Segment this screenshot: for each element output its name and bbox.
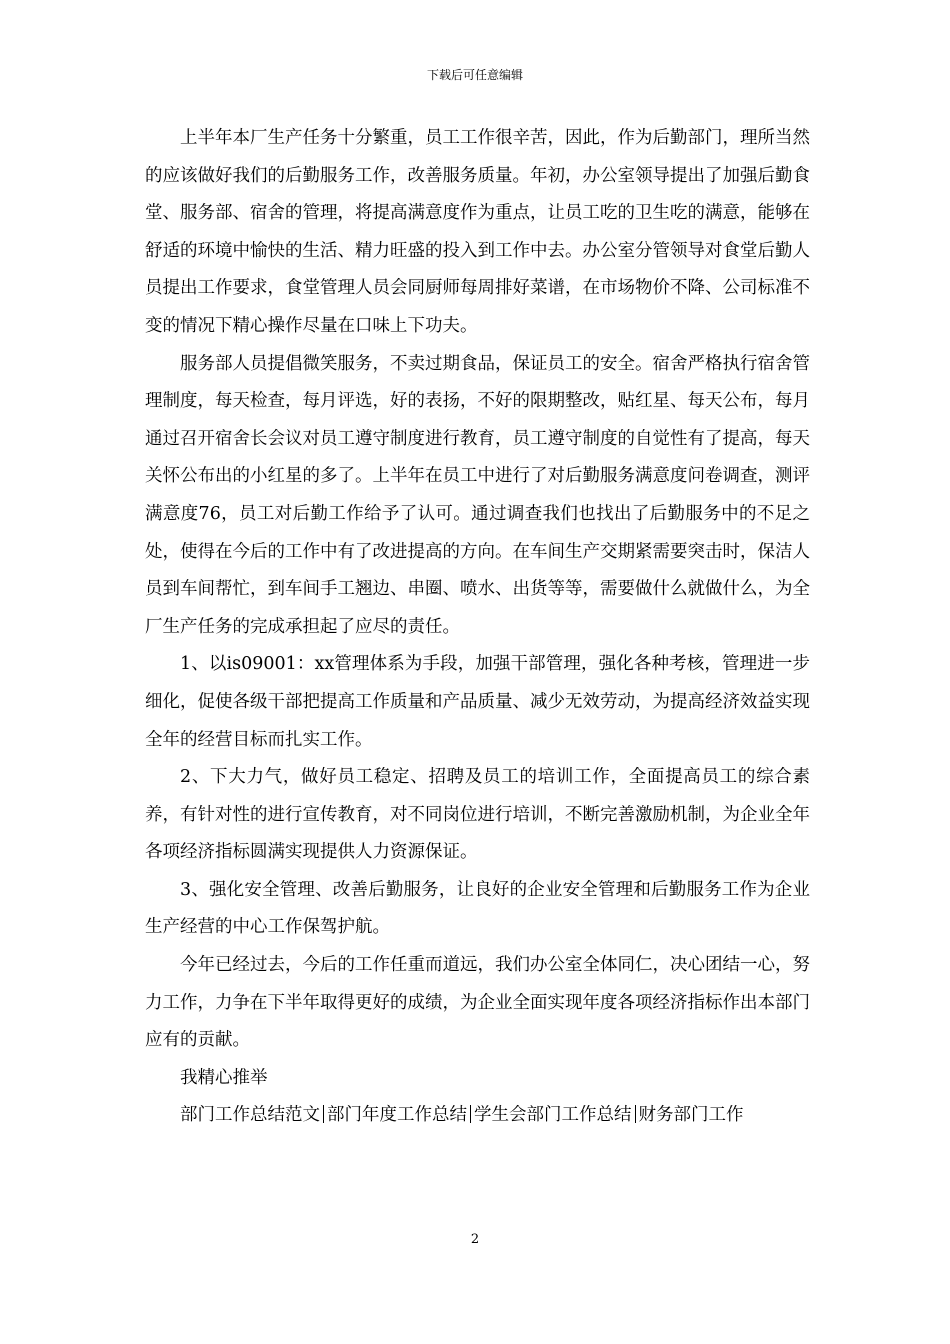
paragraph-conclusion: 今年已经过去，今后的工作任重而道远，我们办公室全体同仁，决心团结一心，努力工作，力争在下半年取得更好的成绩，为企业全面实现年度各项经济指标作出本部门应有的贡献。 [145, 955, 810, 1051]
recommend-link[interactable]: 部门工作总结范文 [180, 1105, 320, 1126]
recommend-heading: 我精心推举 [180, 1067, 268, 1088]
recommend-link[interactable]: 学生会部门工作总结 [474, 1105, 632, 1126]
recommend-link[interactable]: 部门年度工作总结 [327, 1105, 467, 1126]
paragraph-plan-item-3: 3、强化安全管理、改善后勤服务，让良好的企业安全管理和后勤服务工作为企业生产经营的中心工作保驾护航。 [145, 879, 810, 938]
recommend-link[interactable]: 财务部门工作 [638, 1105, 744, 1126]
recommend-links [145, 1097, 810, 1135]
paragraph-plan-item-1: 1、以is09001：xx管理体系为手段，加强干部管理，强化各种考核，管理进一步细化，促使各级干部把提高工作质量和产品质量、减少无效劳动，为提高经济效益实现全年的经营目标而扎实工作。 [145, 654, 810, 750]
page-header: 下载后可任意编辑 [426, 68, 523, 82]
link-separator [470, 1105, 471, 1123]
link-separator [323, 1105, 324, 1123]
link-separator [635, 1105, 636, 1123]
paragraph-service-department: 服务部人员提倡微笑服务，不卖过期食品，保证员工的安全。宿舍严格执行宿舍管理制度，每天检查，每月评选，好的表扬，不好的限期整改，贴红星、每天公布，每月通过召开宿舍长会议对员工遵守制度进行教育，员工遵守制度的自觉性有了提高，每天关怀公布出的小红星的多了。上半年在员工中进行了对后勤服务满意度问卷调查，测评满意度76，员工对后勤工作给予了认可。通过调查我们也找出了后勤服务中的不足之处，使得在今后的工作中有了改进提高的方向。在车间生产交期紧需要突击时，保洁人员到车间帮忙，到车间手工翘边、串圈、喷水、出货等等，需要做什么就做什么，为全厂生产任务的完成承担起了应尽的责任。 [145, 353, 810, 637]
document-body [145, 120, 810, 1135]
page-number: 2 [470, 1232, 480, 1247]
paragraph-logistics-service: 上半年本厂生产任务十分繁重，员工工作很辛苦，因此，作为后勤部门，理所当然的应该做好我们的后勤服务工作，改善服务质量。年初，办公室领导提出了加强后勤食堂、服务部、宿舍的管理，将提高满意度作为重点，让员工吃的卫生吃的满意，能够在舒适的环境中愉快的生活、精力旺盛的投入到工作中去。办公室分管领导对食堂后勤人员提出工作要求，食堂管理人员会同厨师每周排好菜谱，在市场物价不降、公司标准不变的情况下精心操作尽量在口味上下功夫。 [145, 128, 810, 336]
paragraph-plan-item-2: 2、下大力气，做好员工稳定、招聘及员工的培训工作，全面提高员工的综合素养，有针对性的进行宣传教育，对不同岗位进行培训，不断完善激励机制，为企业全年各项经济指标圆满实现提供人力资源保证。 [145, 767, 810, 863]
